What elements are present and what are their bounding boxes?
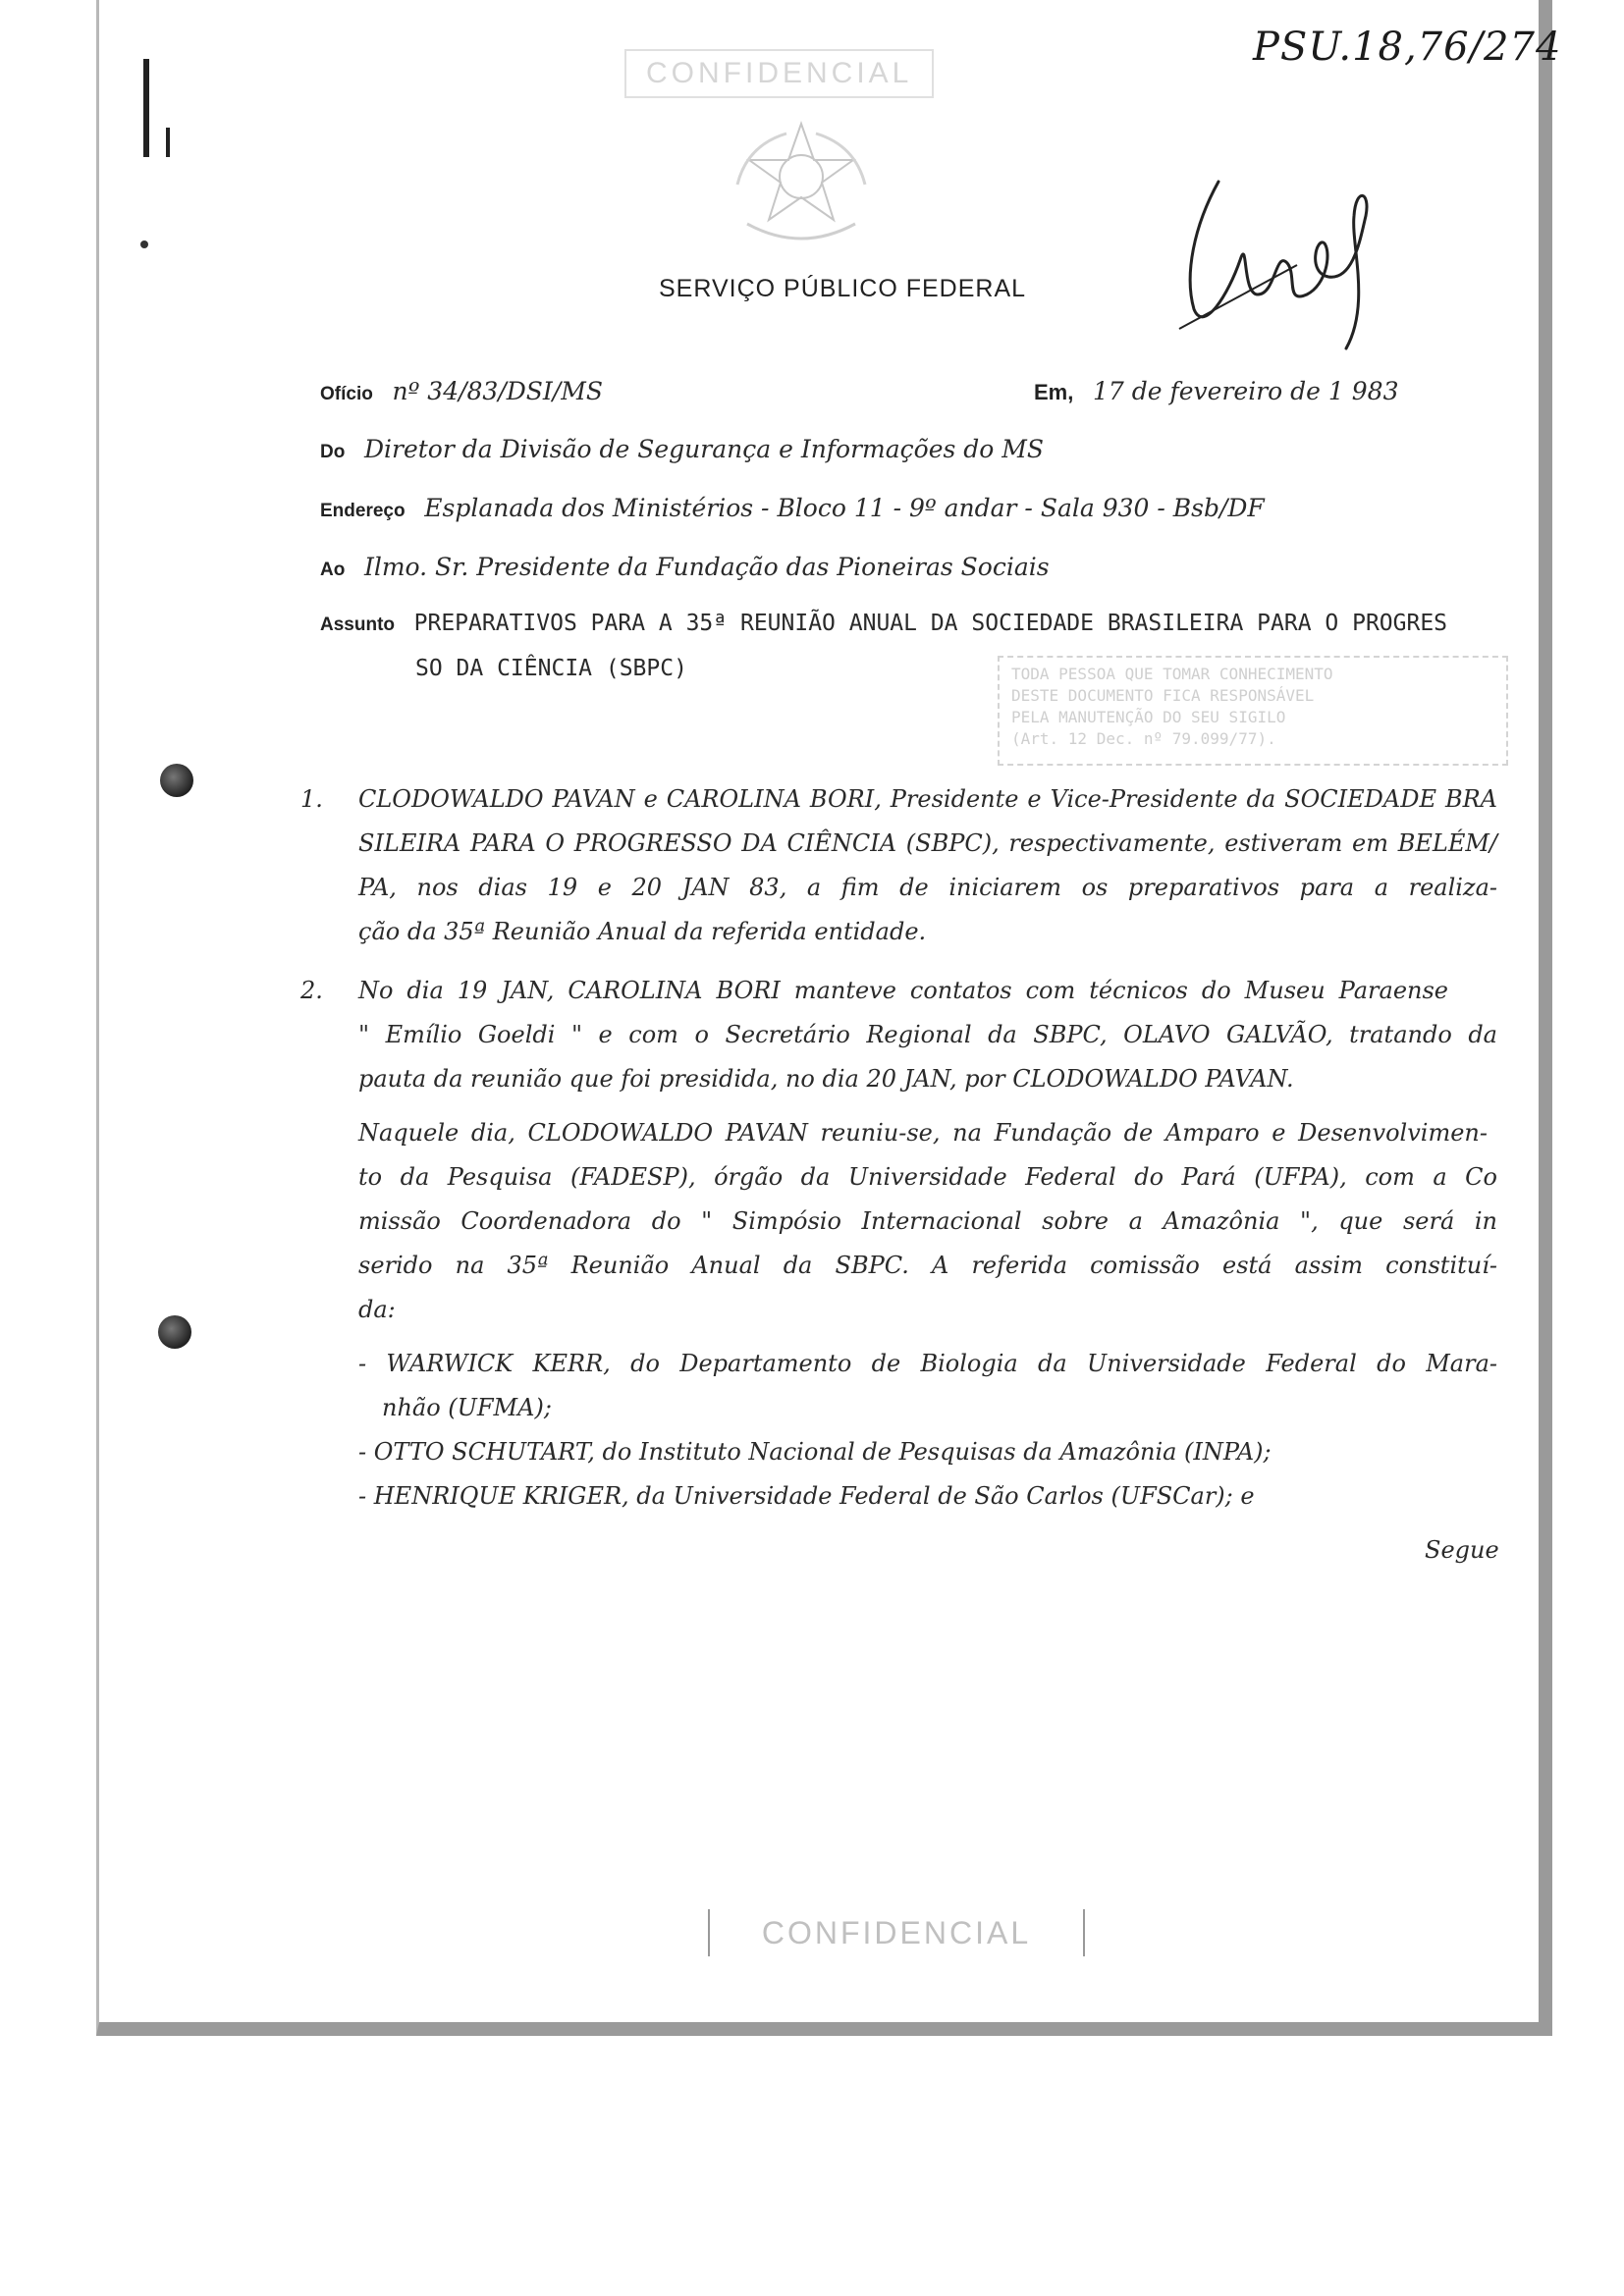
- paragraph-2-line: pauta da reunião que foi presidida, no dia 20 JAN, por CLODOWALDO PAVAN.: [358, 1065, 1294, 1093]
- paragraph-1-line: SILEIRA PARA O PROGRESSO DA CIÊNCIA (SBPC), respectivamente, estiveram em BELÉM/: [358, 829, 1497, 857]
- paragraph-3-line: Naquele dia, CLODOWALDO PAVAN reuniu-se, na Fundação de Amparo e Desenvolvimen-: [358, 1119, 1488, 1147]
- date-label: Em,: [1034, 380, 1074, 404]
- address-label: Endereço: [320, 501, 406, 521]
- member-item-continuation: nhão (UFMA);: [382, 1394, 552, 1421]
- address-field: [320, 494, 1265, 522]
- paragraph-1-line: CLODOWALDO PAVAN e CAROLINA BORI, Presidente e Vice-Presidente da SOCIEDADE BRA: [358, 785, 1497, 813]
- subject-line-2: SO DA CIÊNCIA (SBPC): [415, 656, 687, 681]
- address-value: Esplanada dos Ministérios - Bloco 11 - 9º andar - Sala 930 - Bsb/DF: [424, 494, 1265, 522]
- page-header: SERVIÇO PÚBLICO FEDERAL: [659, 275, 1027, 302]
- member-item: - OTTO SCHUTART, do Instituto Nacional de Pesquisas da Amazônia (INPA);: [358, 1438, 1272, 1466]
- subject-line-1: PREPARATIVOS PARA A 35ª REUNIÃO ANUAL DA SOCIEDADE BRASILEIRA PARA O PROGRES: [413, 611, 1448, 636]
- margin-mark: [140, 240, 148, 248]
- margin-mark: [166, 128, 170, 157]
- date-value: 17 de fevereiro de 1 983: [1093, 377, 1399, 405]
- paragraph-number: 1.: [300, 785, 323, 813]
- paragraph-3-line: serido na 35ª Reunião Anual da SBPC. A referida comissão está assim constituí-: [358, 1252, 1497, 1279]
- from-label: Do: [320, 442, 346, 462]
- paragraph-1-line: ção da 35ª Reunião Anual da referida entidade.: [358, 918, 927, 945]
- subject-label: Assunto: [320, 614, 395, 635]
- from-value: Diretor da Divisão de Segurança e Informações do MS: [363, 435, 1045, 463]
- coat-of-arms-icon: [728, 116, 875, 243]
- signature-scribble: [1160, 147, 1415, 353]
- secrecy-stamp-line: (Art. 12 Dec. nº 79.099/77).: [1011, 729, 1276, 748]
- subject-field: [320, 611, 1447, 636]
- document-reference: PSU.18,76/274: [1253, 25, 1562, 70]
- paragraph-3-line: da:: [358, 1296, 396, 1323]
- paragraph-2-line: No dia 19 JAN, CAROLINA BORI manteve contatos com técnicos do Museu Paraense: [358, 977, 1448, 1004]
- to-field: [320, 553, 1050, 581]
- bottom-confidential-stamp: CONFIDENCIAL: [708, 1909, 1085, 1956]
- paragraph-1-line: PA, nos dias 19 e 20 JAN 83, a fim de iniciarem os preparativos para a realiza-: [358, 874, 1497, 901]
- secrecy-stamp-line: DESTE DOCUMENTO FICA RESPONSÁVEL: [1011, 686, 1315, 705]
- margin-mark: [143, 59, 149, 157]
- oficio-value: nº 34/83/DSI/MS: [392, 377, 603, 405]
- oficio-field: [320, 377, 603, 405]
- top-confidential-stamp: CONFIDENCIAL: [624, 49, 934, 98]
- punch-hole: [160, 764, 193, 797]
- punch-hole: [158, 1315, 191, 1349]
- member-item: - HENRIQUE KRIGER, da Universidade Federal de São Carlos (UFSCar); e: [358, 1482, 1255, 1510]
- paragraph-2-line: " Emílio Goeldi " e com o Secretário Regional da SBPC, OLAVO GALVÃO, tratando da: [358, 1021, 1497, 1048]
- paragraph-3-line: missão Coordenadora do " Simpósio Internacional sobre a Amazônia ", que será in: [358, 1207, 1497, 1235]
- secrecy-stamp-line: TODA PESSOA QUE TOMAR CONHECIMENTO: [1011, 665, 1333, 683]
- date-field: [1034, 377, 1398, 405]
- document-page: [96, 0, 1562, 2036]
- oficio-label: Ofício: [320, 384, 373, 404]
- secrecy-stamp-line: PELA MANUTENÇÃO DO SEU SIGILO: [1011, 708, 1286, 726]
- member-item: - WARWICK KERR, do Departamento de Biologia da Universidade Federal do Mara-: [358, 1350, 1497, 1377]
- continuation-note: Segue: [1425, 1536, 1499, 1564]
- paragraph-number: 2.: [300, 977, 323, 1004]
- secrecy-stamp: [998, 656, 1508, 766]
- paragraph-3-line: to da Pesquisa (FADESP), órgão da Universidade Federal do Pará (UFPA), com a Co: [358, 1163, 1497, 1191]
- from-field: [320, 435, 1044, 463]
- to-value: Ilmo. Sr. Presidente da Fundação das Pioneiras Sociais: [363, 553, 1050, 581]
- to-label: Ao: [320, 560, 346, 580]
